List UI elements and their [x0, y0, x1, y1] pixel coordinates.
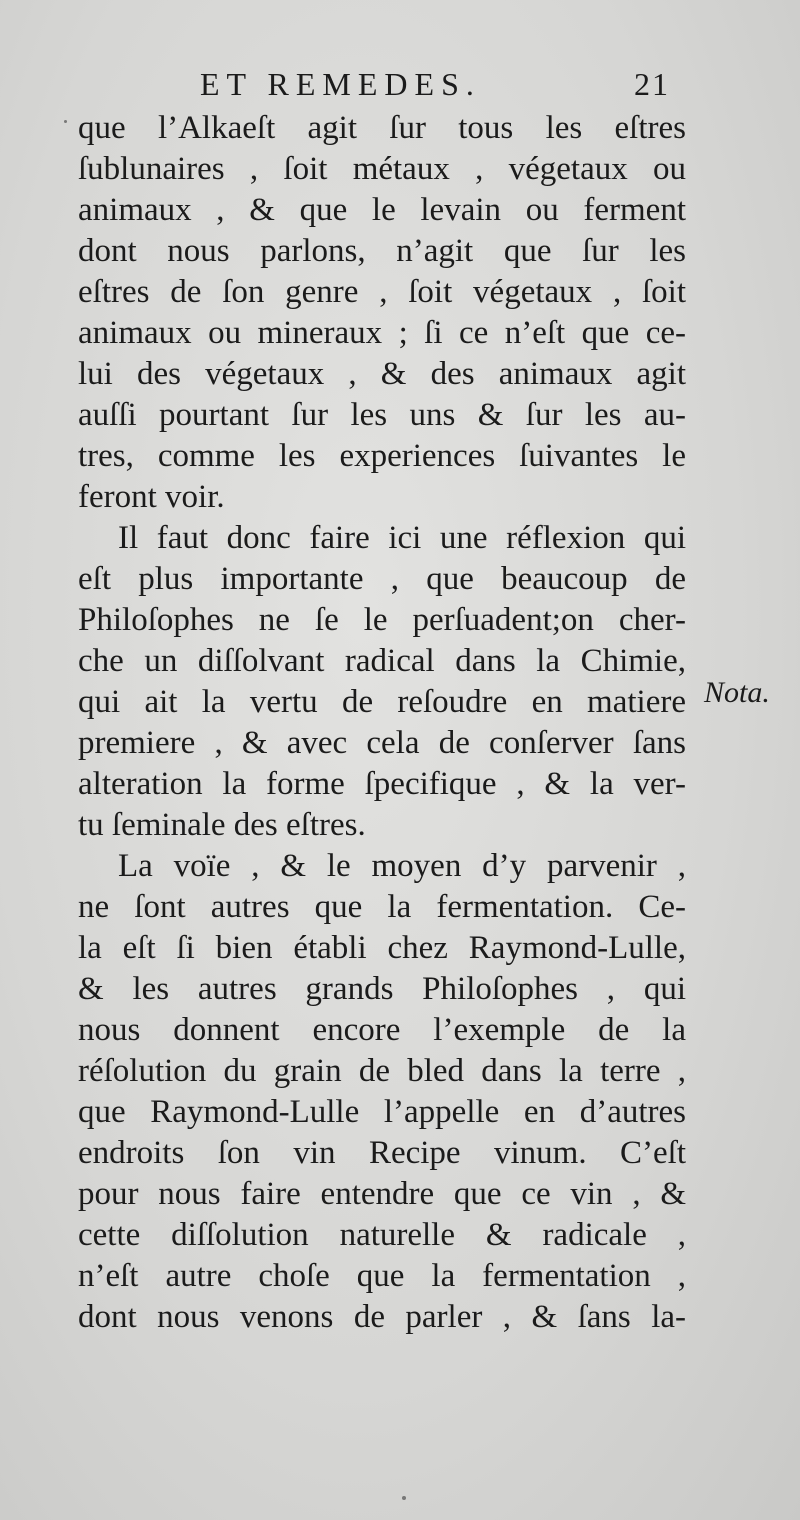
- text-line: La voïe , & le moyen d’y parvenir ,: [118, 848, 686, 884]
- text-line: premiere , & avec cela de conſerver ſans: [78, 725, 686, 761]
- text-line: n’eſt autre choſe que la fermentation ,: [78, 1258, 686, 1294]
- text-line: Philoſophes ne ſe le perſuadent;on cher-: [78, 602, 686, 638]
- page-header: [200, 66, 670, 110]
- text-line: endroits ſon vin Recipe vinum. C’eſt: [78, 1135, 686, 1171]
- text-line: eſt plus importante , que beaucoup de: [78, 561, 686, 597]
- text-line: che un diſſolvant radical dans la Chimie,: [78, 643, 686, 679]
- text-line: lui des végetaux , & des animaux agit: [78, 356, 686, 392]
- text-line: Il faut donc faire ici une réflexion qui: [118, 520, 686, 556]
- text-line: réſolution du grain de bled dans la terre ,: [78, 1053, 686, 1089]
- text-line: alteration la forme ſpecifique , & la ver-: [78, 766, 686, 802]
- text-line: ne ſont autres que la fermentation. Ce-: [78, 889, 686, 925]
- ink-speck: [402, 1496, 406, 1500]
- text-line: feront voir.: [78, 479, 225, 515]
- text-line: que Raymond-Lulle l’appelle en d’autres: [78, 1094, 686, 1130]
- text-line: que l’Alkaeſt agit ſur tous les eſtres: [78, 110, 686, 146]
- text-line: animaux ou mineraux ; ſi ce n’eſt que ce-: [78, 315, 686, 351]
- text-line: tres, comme les experiences ſuivantes le: [78, 438, 686, 474]
- marginal-note: Nota.: [704, 676, 770, 709]
- text-line: la eſt ſi bien établi chez Raymond-Lulle,: [78, 930, 686, 966]
- text-line: nous donnent encore l’exemple de la: [78, 1012, 686, 1048]
- text-line: ſublunaires , ſoit métaux , végetaux ou: [78, 151, 686, 187]
- page-number: 21: [634, 66, 670, 102]
- text-line: pour nous faire entendre que ce vin , &: [78, 1176, 686, 1212]
- running-head: ET REMEDES.: [200, 66, 481, 102]
- text-line: auſſi pourtant ſur les uns & ſur les au-: [78, 397, 686, 433]
- text-line: dont nous venons de parler , & ſans la-: [78, 1299, 686, 1335]
- ink-speck: [64, 120, 67, 123]
- body-text: [78, 108, 686, 1338]
- text-line: tu ſeminale des eſtres.: [78, 807, 366, 843]
- text-line: eſtres de ſon genre , ſoit végetaux , ſoit: [78, 274, 686, 310]
- text-line: qui ait la vertu de reſoudre en matiere: [78, 684, 686, 720]
- text-line: & les autres grands Philoſophes , qui: [78, 971, 686, 1007]
- text-line: dont nous parlons, n’agit que ſur les: [78, 233, 686, 269]
- text-line: cette diſſolution naturelle & radicale ,: [78, 1217, 686, 1253]
- text-line: animaux , & que le levain ou ferment: [78, 192, 686, 228]
